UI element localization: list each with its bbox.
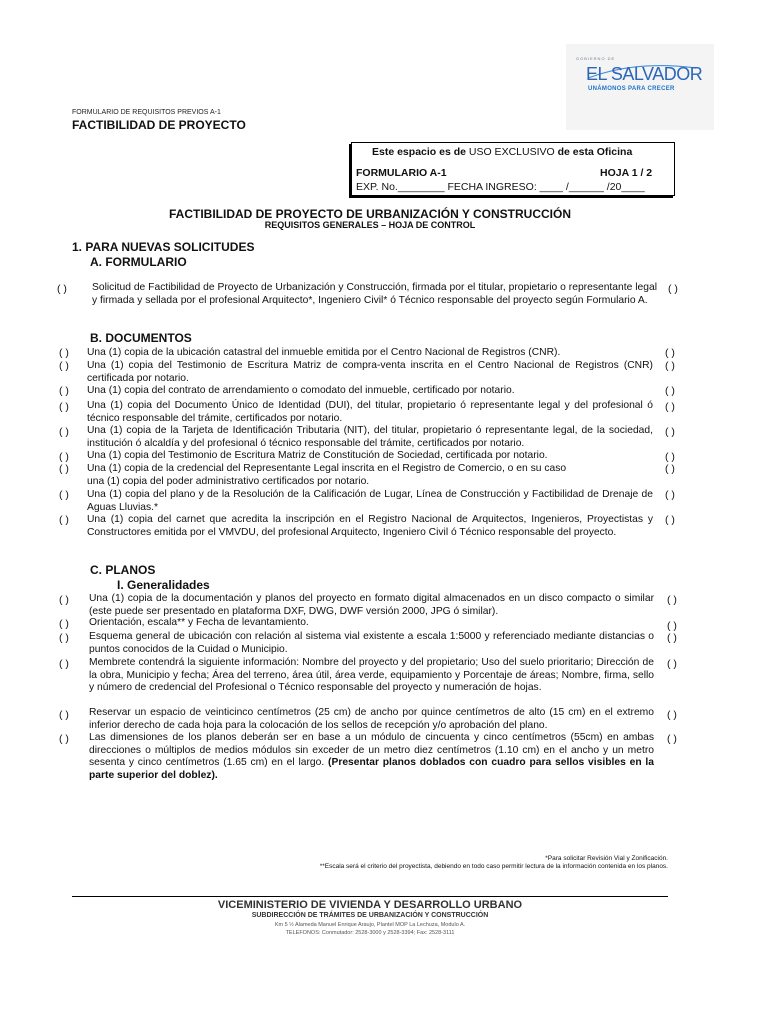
- checkbox-b5-left[interactable]: ( ): [59, 426, 69, 438]
- section-heading-new-requests: 1. PARA NUEVAS SOLICITUDES: [72, 240, 255, 254]
- checkbox-b2-right[interactable]: ( ): [665, 360, 675, 372]
- requirement-b7-cont: una (1) copia del poder administrativo certificados por notario.: [87, 476, 370, 487]
- requirement-c6-bold: (Presentar planos doblados con cuadro para sellos visibles en la parte superior del doblez).: [89, 757, 655, 781]
- form-header-title: FACTIBILIDAD DE PROYECTO: [72, 118, 246, 132]
- requirement-b3: Una (1) copia del contrato de arrendamiento o comodato del inmueble, certificado por notario.: [87, 385, 515, 396]
- footnote-escala: **Escala será el criterio del proyectista, debiendo en todo caso permitir lectura de la información contenida en los planos.: [319, 863, 668, 870]
- checkbox-b3-right[interactable]: ( ): [665, 385, 675, 397]
- requirement-c2: Orientación, escala** y Fecha de levantamiento.: [89, 617, 309, 628]
- checkbox-b7-right[interactable]: ( ): [665, 463, 675, 475]
- checkbox-b8-left[interactable]: ( ): [59, 489, 69, 501]
- office-use-label-c: de esta Oficina: [557, 146, 633, 158]
- checkbox-c4-right[interactable]: ( ): [667, 658, 677, 670]
- form-code-label: FORMULARIO DE REQUISITOS PREVIOS A-1: [72, 109, 221, 116]
- logo-main-text: EL SALVADOR: [586, 64, 703, 84]
- checkbox-c2-left[interactable]: ( ): [59, 618, 69, 630]
- checkbox-c5-right[interactable]: ( ): [667, 709, 677, 721]
- checkbox-b5-right[interactable]: ( ): [665, 426, 675, 438]
- requirement-c3: Esquema general de ubicación con relación al sistema vial existente a escala 1:5000 y referenciado mediante distancias o puntos conocidos de la Cuidad o Municipio.: [89, 631, 654, 655]
- checkbox-c1-right[interactable]: ( ): [667, 594, 677, 606]
- subsection-c-heading: C. PLANOS: [90, 563, 156, 577]
- requirement-b2: Una (1) copia del Testimonio de Escritura Matriz de compra-venta inscrita en el Centro Nacional de Registros (CNR) certificada por notario.: [87, 360, 653, 384]
- checkbox-b1-right[interactable]: ( ): [665, 347, 675, 359]
- checkbox-b4-right[interactable]: ( ): [665, 401, 675, 413]
- checkbox-c3-right[interactable]: ( ): [667, 632, 677, 644]
- sheet-number: HOJA 1 / 2: [600, 167, 653, 179]
- checkbox-a1-right[interactable]: ( ): [668, 283, 678, 295]
- checkbox-b7-left[interactable]: ( ): [59, 463, 69, 475]
- checkbox-c6-right[interactable]: ( ): [667, 733, 677, 745]
- checkbox-b6-right[interactable]: ( ): [665, 451, 675, 463]
- checkbox-c4-left[interactable]: ( ): [59, 658, 69, 670]
- requirement-c4: Membrete contendrá la siguiente información: Nombre del proyecto y del propietario; Uso del suelo prioritario; Dirección de la obra, Municipio y fecha; Área del terreno, área útil, área verde, equipamiento y Porcentaje de áreas; Nombre, firma, sello y número de credencial del Profesional o Técnico responsable del proyecto y numeración de hojas.: [89, 657, 654, 694]
- footer-ministry: VICEMINISTERIO DE VIVIENDA Y DESARROLLO URBANO: [217, 899, 523, 911]
- checkbox-b6-left[interactable]: ( ): [59, 451, 69, 463]
- requirement-c1: Una (1) copia de la documentación y planos del proyecto en formato digital almacenados en un disco compacto o similar (este puede ser presentado en plataforma DXF, DWG, DWF versión 2000, JPG ó similar).: [89, 593, 654, 617]
- requirement-b5: Una (1) copia de la Tarjeta de Identificación Tributaria (NIT), del titular, propietario ó representante legal, de la sociedad, institución ó alcaldía y del profesional ó técnico responsable del trámite, certificados por notario.: [87, 425, 653, 449]
- checkbox-b3-left[interactable]: ( ): [59, 385, 69, 397]
- footer-subdirection: SUBDIRECCIÓN DE TRÁMITES DE URBANIZACIÓN Y CONSTRUCCIÓN: [251, 912, 489, 919]
- subsection-b-heading: B. DOCUMENTOS: [90, 331, 192, 345]
- requirement-c5: Reservar un espacio de veinticinco centímetros (25 cm) de ancho por quince centímetros de alto (15 cm) en el extremo inferior derecho de cada hoja para la colocación de los sellos de recepción y/o aprobación del plano.: [89, 707, 654, 731]
- office-use-label-b: USO EXCLUSIVO: [468, 146, 558, 158]
- checkbox-c1-left[interactable]: ( ): [59, 594, 69, 606]
- office-use-label-a: Este espacio es de: [372, 146, 469, 158]
- requirement-b4: Una (1) copia del Documento Único de Identidad (DUI), del titular, propietario ó representante legal y del profesional ó técnico responsable del trámite, certificados por notario.: [87, 400, 653, 424]
- office-use-box: [351, 142, 675, 196]
- checkbox-b9-right[interactable]: ( ): [665, 514, 675, 526]
- document-title: FACTIBILIDAD DE PROYECTO DE URBANIZACIÓN Y CONSTRUCCIÓN: [168, 207, 572, 221]
- requirement-b1: Una (1) copia de la ubicación catastral del inmueble emitida por el Centro Nacional de Registros (CNR).: [87, 347, 561, 358]
- logo-sub-text: UNÁMONOS PARA CRECER: [588, 86, 675, 92]
- checkbox-b1-left[interactable]: ( ): [59, 347, 69, 359]
- subsection-a-heading: A. FORMULARIO: [90, 255, 187, 269]
- footer-address: Km 5 ½ Alameda Manuel Enrique Araujo, Plantel MOP La Lechuza, Modulo A.: [274, 922, 466, 928]
- requirement-c6-text: Las dimensiones de los planos deberán ser en base a un módulo de cincuenta y cinco centímetros (55cm) en ambas direcciones o múltiplos de medios módulos sin exceder de un metro diez centímetros (1.10 cm) en el ancho y un metro sesenta y cinco centímetros (1.65 cm) en el largo.: [89, 732, 654, 769]
- checkbox-c2-right[interactable]: ( ): [667, 620, 677, 632]
- footnote-vial: *Para solicitar Revisión Vial y Zonificación.: [545, 855, 668, 862]
- subsection-c-generalidades: I. Generalidades: [117, 578, 210, 592]
- requirement-b8: Una (1) copia del plano y de la Resolución de la Calificación de Lugar, Línea de Construcción y Factibilidad de Drenaje de Aguas Lluvias.*: [87, 489, 653, 513]
- requirement-c6: [89, 732, 654, 782]
- government-logo: [566, 44, 714, 130]
- requirement-b6: Una (1) copia del Testimonio de Escritura Matriz de Constitución de Sociedad, certificada por notario.: [87, 450, 548, 461]
- checkbox-b4-left[interactable]: ( ): [59, 401, 69, 413]
- document-subtitle: REQUISITOS GENERALES – HOJA DE CONTROL: [264, 220, 476, 230]
- exp-date-field[interactable]: EXP. No.________ FECHA INGRESO: ____ /______ /20____: [356, 181, 645, 193]
- footer-divider: [72, 896, 668, 897]
- requirement-b7: Una (1) copia de la credencial del Representante Legal inscrita en el Registro de Comercio, o en su caso: [87, 463, 567, 474]
- logo-top-text: GOBIERNO DE: [576, 56, 616, 61]
- checkbox-b2-left[interactable]: ( ): [59, 360, 69, 372]
- footer-phones: TELEFONOS: Conmutador: 2528-3000 y 2528-3394; Fax: 2528-3111: [285, 930, 455, 936]
- requirement-a1: Solicitud de Factibilidad de Proyecto de Urbanización y Construcción, firmada por el titular, propietario o representante legal y firmada y sellada por el profesional Arquitecto*, Ingeniero Civil* ó Técnico responsable del proyecto según Formulario A.: [92, 282, 657, 306]
- checkbox-c6-left[interactable]: ( ): [59, 733, 69, 745]
- checkbox-c5-left[interactable]: ( ): [59, 709, 69, 721]
- checkbox-b9-left[interactable]: ( ): [59, 514, 69, 526]
- requirement-b9: Una (1) copia del carnet que acredita la inscripción en el Registro Nacional de Arquitectos, Ingenieros, Proyectistas y Constructores emitida por el VMVDU, del profesional Arquitecto, Ingeniero Civil ó Técnico responsable del proyecto.: [87, 514, 653, 538]
- office-use-label: [372, 146, 632, 158]
- checkbox-a1-left[interactable]: ( ): [57, 283, 67, 295]
- checkbox-b8-right[interactable]: ( ): [665, 489, 675, 501]
- checkbox-c3-left[interactable]: ( ): [59, 632, 69, 644]
- form-number: FORMULARIO A-1: [356, 167, 447, 179]
